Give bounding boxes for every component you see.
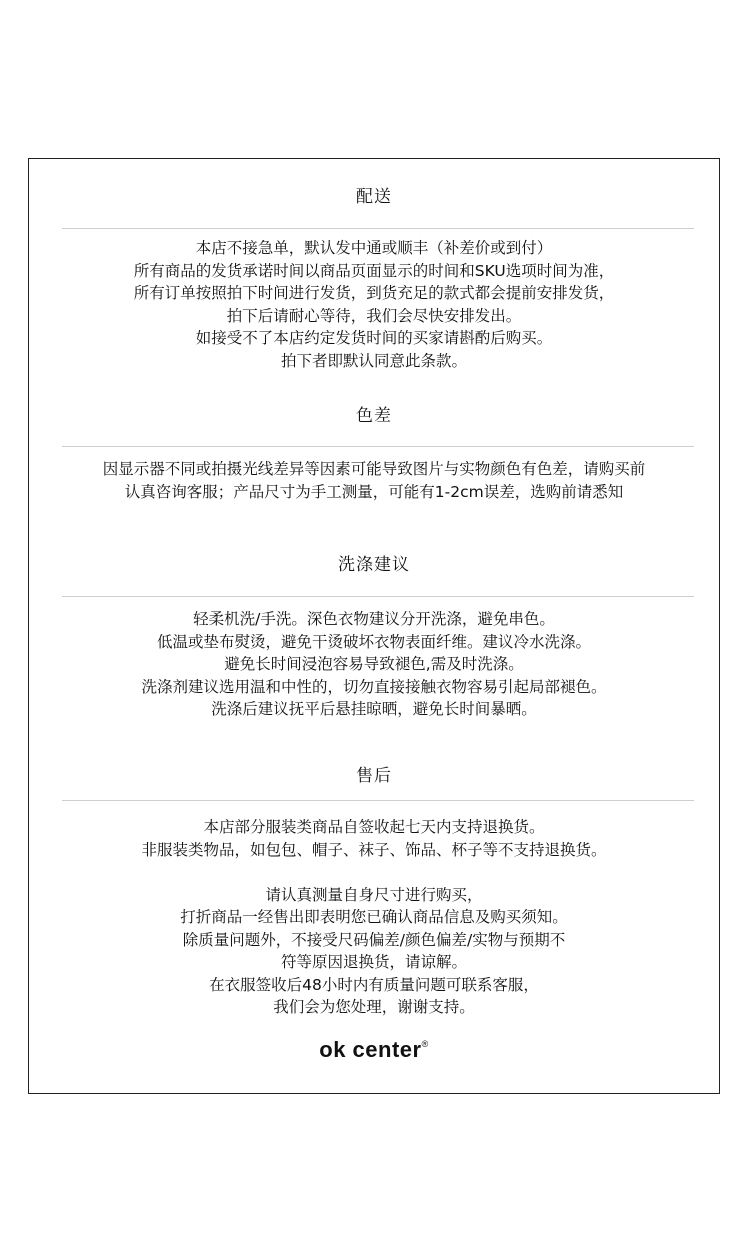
color-diff-text <box>29 458 719 503</box>
text-line: 在衣服签收后48小时内有质量问题可联系客服， <box>209 975 539 994</box>
section-after-sales <box>29 766 719 786</box>
divider <box>62 596 694 597</box>
text-line: 轻柔机洗/手洗。深色衣物建议分开洗涤，避免串色。 <box>193 610 555 628</box>
text-line: 如接受不了本店约定发货时间的买家请斟酌后购买。 <box>195 329 553 347</box>
divider <box>62 228 694 229</box>
divider <box>62 446 694 447</box>
section-color-diff <box>29 406 719 426</box>
section-washing <box>29 555 719 575</box>
text-line: 因显示器不同或拍摄光线差异等因素可能导致图片与实物颜色有色差，请购买前 <box>102 460 646 478</box>
text-line: 我们会为您处理，谢谢支持。 <box>273 998 475 1016</box>
text-line: 所有商品的发货承诺时间以商品页面显示的时间和SKU选项时间为准， <box>133 261 615 280</box>
text-line: 本店部分服装类商品自签收起七天内支持退换货。 <box>203 818 545 836</box>
brand-logo-text: ok center <box>319 1037 422 1062</box>
text-line: 认真咨询客服；产品尺寸为手工测量，可能有1-2cm误差，选购前请悉知 <box>124 482 624 501</box>
text-line: 拍下后请耐心等待，我们会尽快安排发出。 <box>226 306 522 325</box>
policy-card <box>28 158 720 1094</box>
divider <box>62 800 694 801</box>
washing-text <box>29 608 719 721</box>
paragraph-gap <box>29 861 719 884</box>
text-line: 洗涤剂建议选用温和中性的，切勿直接接触衣物容易引起局部褪色。 <box>141 677 607 696</box>
text-line: 请认真测量自身尺寸进行购买， <box>265 885 483 904</box>
text-line: 符等原因退换货，请谅解。 <box>280 953 467 971</box>
text-line: 洗涤后建议抚平后悬挂晾晒，避免长时间暴晒。 <box>211 700 537 718</box>
section-delivery <box>29 187 719 207</box>
text-line: 所有订单按照拍下时间进行发货，到货充足的款式都会提前安排发货， <box>133 284 615 302</box>
after-sales-text <box>29 816 719 1019</box>
section-title-washing: 洗涤建议 <box>338 555 410 575</box>
text-line: 本店不接急单，默认发中通或顺丰（补差价或到付） <box>195 239 553 257</box>
delivery-text <box>29 237 719 372</box>
text-line: 非服装类物品，如包包、帽子、袜子、饰品、杯子等不支持退换货。 <box>141 840 607 859</box>
text-line: 除质量问题外，不接受尺码偏差/颜色偏差/实物与预期不 <box>182 930 566 949</box>
brand-logo <box>29 1037 719 1063</box>
text-line: 拍下者即默认同意此条款。 <box>280 351 467 370</box>
text-line: 避免长时间浸泡容易导致褪色,需及时洗涤。 <box>224 655 524 673</box>
section-title-after-sales: 售后 <box>356 766 392 786</box>
section-title-color-diff: 色差 <box>356 406 392 426</box>
section-title-delivery: 配送 <box>356 187 392 207</box>
registered-mark: ® <box>421 1039 429 1049</box>
text-line: 打折商品一经售出即表明您已确认商品信息及购买须知。 <box>180 908 568 926</box>
text-line: 低温或垫布熨烫，避免干烫破坏衣物表面纤维。建议冷水洗涤。 <box>156 632 591 651</box>
